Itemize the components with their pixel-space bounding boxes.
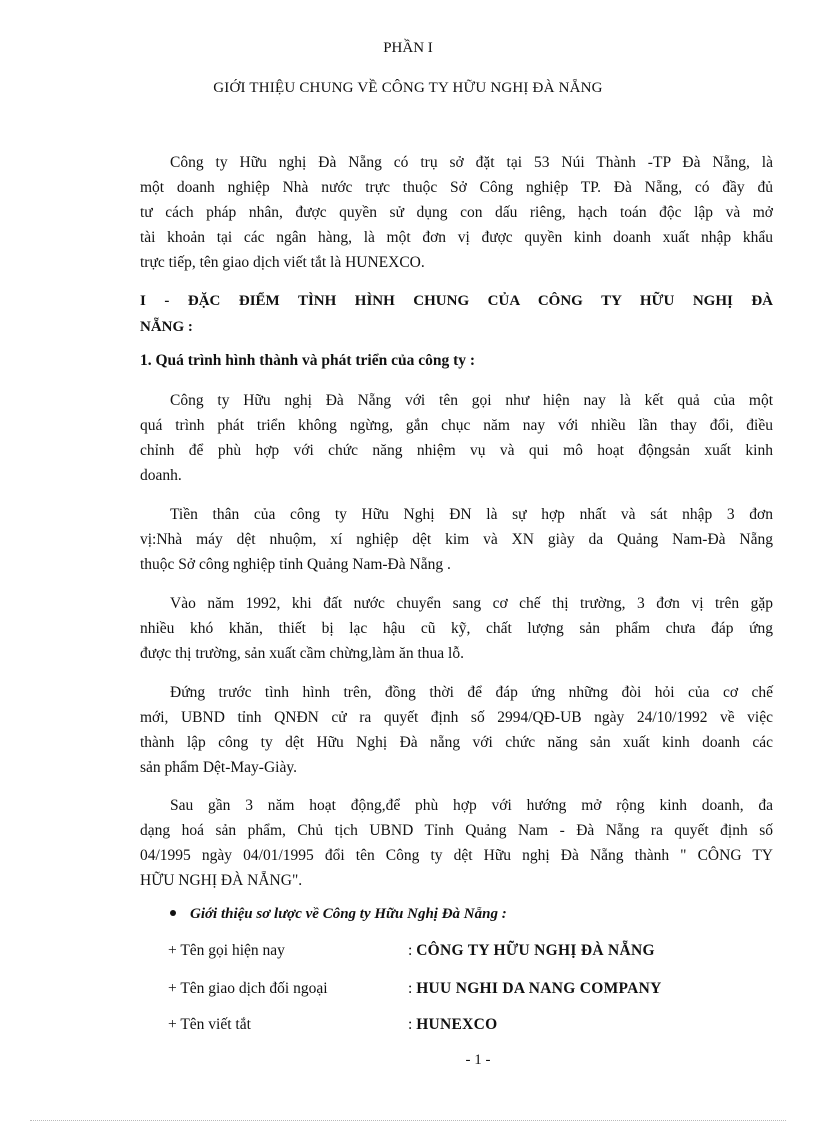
text-line: Đứng trước tình hình trên, đồng thời để đáp ứng những đòi hỏi của cơ chế	[170, 684, 773, 701]
text-line: một doanh nghiệp Nhà nước trực thuộc Sở Công nghiệp TP. Đà Nẵng, có đầy đủ	[140, 179, 773, 196]
info-separator: :	[408, 1016, 413, 1033]
body-paragraph	[140, 793, 773, 893]
body-paragraph	[140, 680, 773, 780]
page-bottom-rule	[30, 1120, 786, 1121]
info-separator: :	[408, 942, 413, 959]
text-line: chỉnh để phù hợp với chức năng nhiệm vụ và qui mô hoạt độngsản xuất kinh	[140, 442, 773, 459]
text-line: mới, UBND tỉnh QNĐN cử ra quyết định số 2994/QĐ-UB ngày 24/10/1992 về việc	[140, 709, 773, 726]
text-line: quá trình phát triển không ngừng, gắn chục năm nay với nhiều lần thay đổi, điều	[140, 417, 773, 434]
text-line: Công ty Hữu nghị Đà Nẵng với tên gọi như hiện nay là kết quả của một	[170, 392, 773, 409]
text-line: 04/1995 ngày 04/01/1995 đổi tên Công ty dệt Hữu nghị Đà Nẵng thành " CÔNG TY	[140, 847, 773, 864]
bullet-heading	[170, 906, 507, 923]
info-label: + Tên viết tắt	[168, 1016, 251, 1033]
info-separator: :	[408, 980, 413, 997]
body-paragraph	[140, 591, 773, 666]
bullet-text: Giới thiệu sơ lược về Công ty Hữu Nghị Đà Nẵng :	[190, 906, 507, 922]
info-value-text: HUNEXCO	[416, 1016, 498, 1033]
text-line: nhiều khó khăn, thiết bị lạc hậu cũ kỹ, chất lượng sản phẩm chưa đáp ứng	[140, 620, 773, 637]
bullet-icon	[170, 910, 176, 916]
text-line: NẴNG :	[140, 319, 193, 335]
text-line: vị:Nhà máy dệt nhuộm, xí nghiệp dệt kim và XN giày da Quảng Nam-Đà Nẵng	[140, 531, 773, 548]
part-heading: PHẦN I	[383, 40, 433, 56]
text-line: Sau gần 3 năm hoạt động,để phù hợp với hướng mở rộng kinh doanh, đa	[170, 797, 773, 814]
body-paragraph	[140, 388, 773, 488]
text-line: trực tiếp, tên giao dịch viết tắt là HUNEXCO.	[140, 254, 425, 271]
text-line: doanh.	[140, 467, 182, 484]
info-value-text: HUU NGHI DA NANG COMPANY	[416, 980, 662, 997]
intro-paragraph	[140, 150, 773, 275]
text-line: thành lập công ty dệt Hữu Nghị Đà nẵng với chức năng sản xuất kinh doanh các	[140, 734, 773, 751]
text-line: HỮU NGHỊ ĐÀ NẴNG".	[140, 872, 303, 889]
text-line: tài khoản tại các ngân hàng, là một đơn vị được quyền kinh doanh xuất nhập khẩu	[140, 229, 773, 246]
info-label: + Tên giao dịch đối ngoại	[168, 980, 328, 997]
text-line: tư cách pháp nhân, được quyền sử dụng con dấu riêng, hạch toán độc lập và mở	[140, 204, 773, 221]
document-title: GIỚI THIỆU CHUNG VỀ CÔNG TY HỮU NGHỊ ĐÀ NẴNG	[213, 80, 603, 96]
section-heading	[140, 288, 773, 340]
text-line: sản phẩm Dệt-May-Giày.	[140, 759, 297, 776]
text-line: thuộc Sở công nghiệp tỉnh Quảng Nam-Đà Nẵng .	[140, 556, 451, 573]
info-label: + Tên gọi hiện nay	[168, 942, 285, 959]
info-value	[408, 1016, 498, 1034]
text-line: I - ĐẶC ĐIỂM TÌNH HÌNH CHUNG CỦA CÔNG TY HỮU NGHỊ ĐÀ	[140, 293, 773, 309]
text-line: được thị trường, sản xuất cầm chừng,làm ăn thua lỗ.	[140, 645, 464, 662]
info-value	[408, 980, 662, 998]
page-number: - 1 -	[465, 1052, 491, 1068]
info-value	[408, 942, 655, 960]
text-line: Vào năm 1992, khi đất nước chuyển sang cơ chế thị trường, 3 đơn vị trên gặp	[170, 595, 773, 612]
text-line: dạng hoá sản phẩm, Chủ tịch UBND Tỉnh Quảng Nam - Đà Nẵng ra quyết định số	[140, 822, 773, 839]
subsection-heading: 1. Quá trình hình thành và phát triển của công ty :	[140, 352, 476, 369]
info-value-text: CÔNG TY HỮU NGHỊ ĐÀ NẴNG	[416, 942, 655, 959]
body-paragraph	[140, 502, 773, 577]
text-line: Tiền thân của công ty Hữu Nghị ĐN là sự hợp nhất và sát nhập 3 đơn	[170, 506, 773, 523]
text-line: Công ty Hữu nghị Đà Nẵng có trụ sở đặt tại 53 Núi Thành -TP Đà Nẵng, là	[170, 154, 773, 171]
